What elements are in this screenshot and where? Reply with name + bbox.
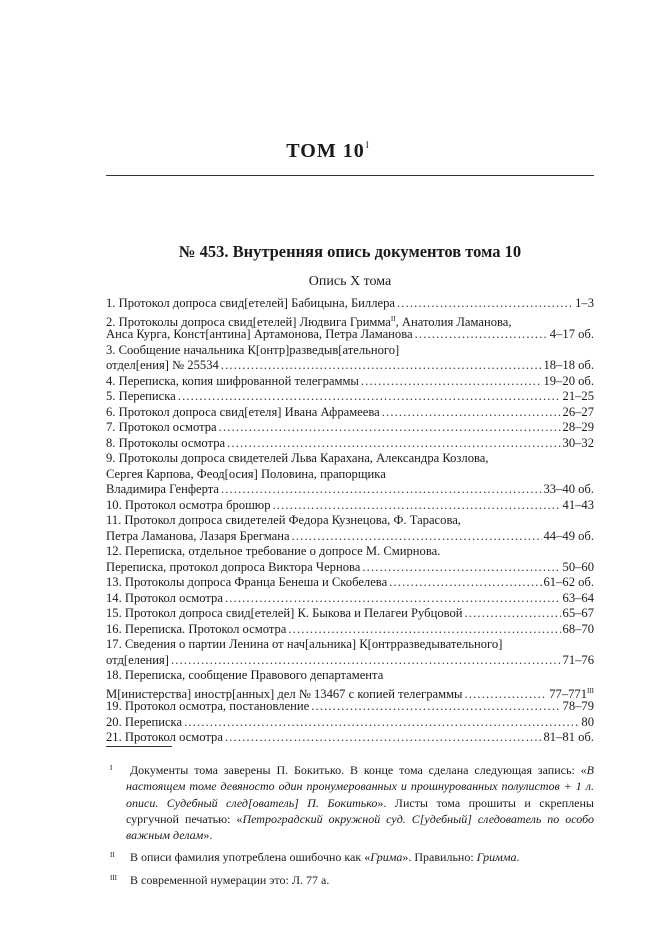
leader-dots [397, 296, 573, 312]
tome-footnote-mark: I [365, 140, 370, 150]
footnote-text-part: ». Листы тома прошиты и скреплены сургучной печатью: « [126, 795, 594, 826]
footnote-mark: III [587, 686, 594, 695]
footnote-text-part: . [516, 850, 520, 865]
toc-entry-text: отд[еления] [106, 652, 169, 667]
toc-entry-last-line [106, 575, 594, 591]
footnote-quote: Грима [370, 850, 403, 865]
toc-entry-last-line [106, 699, 594, 715]
leader-dots [361, 374, 542, 390]
toc-entry-line: 17. Сведения о партии Ленина от нач[альника] К[онтрразведывательного] [106, 637, 503, 651]
toc-entry-line: 11. Протокол допроса свидетелей Федора Кузнецова, Ф. Тарасова, [106, 513, 461, 527]
leader-dots [184, 715, 579, 731]
footnote-mark: II [390, 314, 396, 323]
footnote [106, 849, 594, 865]
toc-entry-text: М[инистерства] иностр[анных] дел № 13467 с копией телеграммы [106, 686, 463, 701]
footnote-text-part: ». [203, 828, 213, 843]
toc-entry-last-line [106, 606, 594, 622]
toc-entry-last-line [106, 560, 594, 576]
toc-entry-text: 13. Протоколы допроса Франца Бенеша и Скобелева [106, 575, 388, 589]
footnote-text [126, 872, 594, 888]
toc-entry-line: 18. Переписка, сообщение Правового департамента [106, 668, 384, 682]
toc-entry-text: 1. Протокол допроса свид[етелей] Бабицына, Биллера [106, 296, 395, 310]
toc-entry-text: 5. Переписка [106, 389, 176, 403]
toc-entry-text: 19. Протокол осмотра, постановление [106, 699, 310, 713]
leader-dots [288, 622, 560, 638]
footnote-quote: Петроградский окружной суд. С[удебный] следователь по особо важным делам [126, 811, 595, 843]
footnote-rule [106, 746, 172, 747]
table-of-contents [106, 296, 594, 746]
toc-entry-pages: 81–81 об. [543, 730, 594, 744]
toc-entry [106, 544, 594, 575]
document-title: № 453. Внутренняя опись документов тома 10 [178, 242, 522, 261]
footnote-mark: I [110, 764, 113, 772]
toc-entry-last-line [106, 296, 594, 312]
toc-entry-text: 16. Переписка. Протокол осмотра [106, 621, 287, 636]
toc-entry-text: 15. Протокол допроса свид[етелей] К. Быкова и Пелагеи Рубцовой [106, 606, 463, 620]
footnote-text-part: В описи фамилия употреблена ошибочно как « [130, 850, 371, 865]
toc-entry-text: 7. Протокол осмотра [106, 420, 217, 434]
toc-entry-last-line [106, 529, 594, 545]
toc-entry-text: Владимира Генферта [106, 482, 219, 496]
toc-entry [106, 374, 594, 390]
document-subtitle: Опись X тома [308, 274, 392, 289]
toc-entry-pages: 80 [581, 714, 594, 729]
toc-entry-pages: 71–76 [562, 652, 594, 667]
toc-entry-pages: 26–27 [562, 404, 594, 419]
toc-entry-pages: 28–29 [562, 420, 594, 434]
toc-entry-pages: 65–67 [562, 606, 594, 620]
toc-entry-pages: 63–64 [562, 590, 594, 605]
footnote-mark: II [110, 851, 115, 860]
leader-dots [292, 529, 542, 545]
toc-entry-text: 6. Протокол допроса свид[етеля] Ивана Афрамеева [106, 404, 380, 419]
toc-entry-text: отдел[ения] № 25534 [106, 358, 219, 372]
footnote [106, 762, 594, 843]
toc-entry-last-line [106, 405, 594, 421]
toc-entry-text: 21. Протокол осмотра [106, 730, 223, 744]
toc-entry-line: Сергея Карпова, Феод[осия] Половина, прапорщика [106, 466, 386, 481]
leader-dots [225, 730, 542, 746]
leader-dots [382, 405, 561, 421]
leader-dots [178, 389, 561, 405]
title-rule [106, 175, 594, 176]
toc-entry-pages: 68–70 [562, 621, 594, 636]
toc-entry [106, 296, 594, 312]
leader-dots [415, 327, 548, 343]
toc-entry-pages: 61–62 об. [543, 575, 594, 589]
toc-entry-last-line [106, 730, 594, 746]
toc-entry-pages: 41–43 [562, 497, 594, 512]
toc-entry [106, 420, 594, 436]
footnote-text [126, 849, 594, 865]
toc-entry-text: Переписка, протокол допроса Виктора Чернова [106, 559, 361, 574]
footnote-mark: III [110, 873, 117, 882]
footnote-quote: В настоящем томе девяносто один пронумерованных и прошнурованных полулистов + 1 л. описи. Судебный след[ователь] П. Бокитько [126, 763, 594, 810]
toc-entry [106, 513, 594, 544]
toc-entry-line: 3. Сообщение начальника К[онтр]разведыв[ательного] [106, 342, 400, 357]
toc-entry-line: 2. Протоколы допроса свид[етелей] Людвига Гримма$^{II}$, Анатолия Ламанова, [106, 314, 512, 329]
footnote [106, 872, 594, 888]
toc-entry-last-line [106, 482, 594, 498]
toc-entry-pages: 50–60 [562, 559, 594, 574]
leader-dots [219, 420, 561, 436]
toc-entry [106, 575, 594, 591]
footnote-quote: Гримма [476, 850, 517, 865]
leader-dots [221, 482, 542, 498]
leader-dots [311, 699, 560, 715]
leader-dots [465, 606, 561, 622]
toc-entry-last-line [106, 684, 594, 700]
leader-dots [362, 560, 560, 576]
footnote-text [126, 762, 594, 843]
toc-entry-line: 9. Протоколы допроса свидетелей Льва Карахана, Александра Козлова, [106, 451, 489, 465]
leader-dots [273, 498, 561, 514]
toc-entry [106, 637, 594, 668]
toc-entry-pages: 21–25 [562, 389, 594, 403]
toc-entry-pages: 78–79 [562, 699, 594, 713]
toc-entry-pages: 1–3 [575, 296, 594, 310]
leader-dots [227, 436, 560, 452]
toc-entry-pages: 33–40 об. [543, 482, 594, 496]
toc-entry-last-line [106, 436, 594, 452]
toc-entry-text: Анса Курга, Конст[антина] Артамонова, Петра Ламанова [106, 327, 413, 341]
toc-entry-last-line [106, 498, 594, 514]
footnote-text-part: В современной нумерации это: Л. 77 а. [130, 872, 330, 887]
toc-entry [106, 622, 594, 638]
toc-entry [106, 606, 594, 622]
footnote-text-part: ». Правильно: [402, 850, 477, 865]
toc-entry [106, 312, 594, 343]
toc-entry [106, 498, 594, 514]
footnote-text-part: Документы тома заверены П. Бокитько. В конце тома сделана следующая запись: « [130, 763, 587, 777]
toc-entry [106, 436, 594, 452]
toc-entry-last-line [106, 374, 594, 390]
toc-entry-last-line [106, 715, 594, 731]
toc-entry-text: 10. Протокол осмотра брошюр [106, 497, 271, 512]
toc-entry-last-line [106, 327, 594, 343]
toc-entry-pages: 30–32 [562, 435, 594, 450]
toc-entry [106, 699, 594, 715]
tome-title-text: ТОМ 10 [286, 140, 365, 162]
toc-entry-text: 8. Протоколы осмотра [106, 435, 226, 450]
toc-entry-line: 12. Переписка, отдельное требование о допросе М. Смирнова. [106, 544, 441, 558]
toc-entry-text: 4. Переписка, копия шифрованной телеграммы [106, 373, 359, 388]
toc-entry-last-line [106, 389, 594, 405]
toc-entry-pages: 4–17 об. [549, 327, 594, 341]
toc-entry-text: 20. Переписка [106, 714, 183, 729]
footnotes [106, 762, 594, 894]
leader-dots [225, 591, 561, 607]
toc-entry-text: Петра Ламанова, Лазаря Брегмана [106, 528, 290, 543]
toc-entry [106, 668, 594, 699]
toc-entry [106, 451, 594, 498]
toc-entry [106, 343, 594, 374]
toc-entry [106, 730, 594, 746]
toc-entry-pages: 44–49 об. [543, 528, 594, 543]
toc-entry-text: 14. Протокол осмотра [106, 590, 223, 605]
leader-dots [389, 575, 541, 591]
leader-dots [221, 358, 542, 374]
leader-dots [171, 653, 561, 669]
toc-entry-last-line [106, 358, 594, 374]
toc-entry-last-line [106, 420, 594, 436]
toc-entry-pages: 18–18 об. [543, 358, 594, 372]
toc-entry-last-line [106, 591, 594, 607]
toc-entry [106, 591, 594, 607]
tome-title [0, 140, 656, 163]
toc-entry-last-line [106, 653, 594, 669]
toc-entry [106, 715, 594, 731]
toc-entry-last-line [106, 622, 594, 638]
toc-entry-pages: $77-771^{III}$ [549, 686, 594, 701]
toc-entry-pages: 19–20 об. [543, 373, 594, 388]
toc-entry [106, 389, 594, 405]
toc-entry [106, 405, 594, 421]
